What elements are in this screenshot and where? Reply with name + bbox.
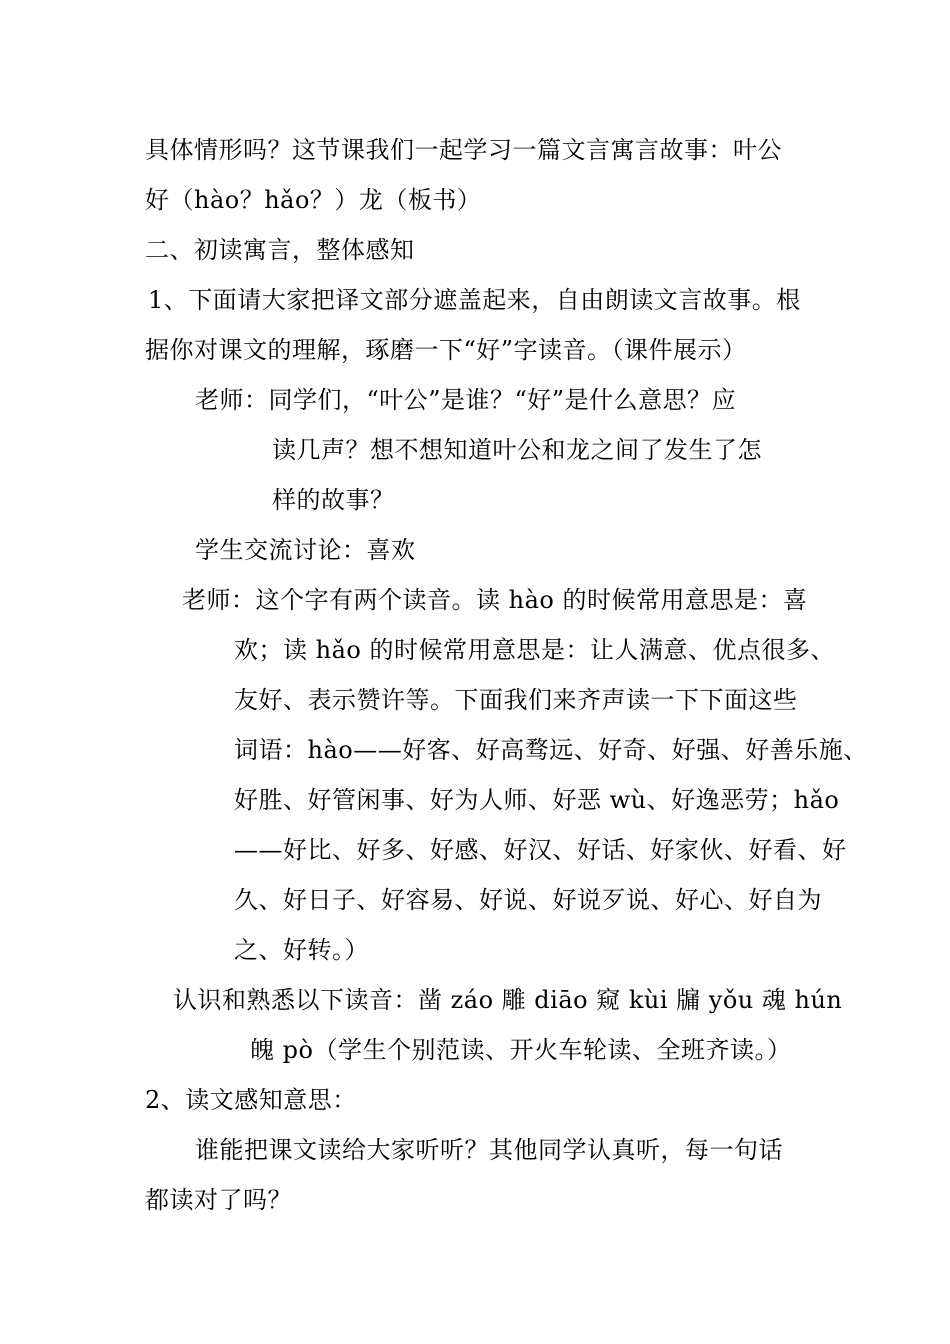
text-line: 词语：hào——好客、好高骛远、好奇、好强、好善乐施、 — [234, 736, 868, 764]
text-line: 久、好日子、好容易、好说、好说歹说、好心、好自为 — [234, 886, 822, 914]
text-line: 魄 pò（学生个别范读、开火车轮读、全班齐读。） — [250, 1036, 792, 1064]
text-line: 具体情形吗？这节课我们一起学习一篇文言寓言故事：叶公 — [145, 136, 782, 164]
text-line: 好（hào？hǎo？）龙（板书） — [145, 186, 482, 214]
section-heading: 二、初读寓言，整体感知 — [145, 236, 415, 264]
text-line: 欢；读 hǎo 的时候常用意思是：让人满意、优点很多、 — [234, 636, 835, 664]
text-line: 谁能把课文读给大家听听？其他同学认真听，每一句话 — [195, 1136, 783, 1164]
text-line: 学生交流讨论：喜欢 — [195, 536, 416, 564]
text-line: ——好比、好多、好感、好汉、好话、好家伙、好看、好 — [234, 836, 847, 864]
text-line: 1、下面请大家把译文部分遮盖起来，自由朗读文言故事。根 — [148, 286, 801, 314]
text-line: 据你对课文的理解，琢磨一下“好”字读音。（课件展示） — [145, 336, 747, 364]
text-line: 好胜、好管闲事、好为人师、好恶 wù、好逸恶劳；hǎo — [234, 786, 840, 814]
text-line: 之、好转。） — [234, 936, 369, 964]
text-line: 都读对了吗？ — [145, 1186, 292, 1214]
text-line: 老师：同学们，“叶公”是谁？“好”是什么意思？应 — [195, 386, 737, 414]
text-line: 读几声？想不想知道叶公和龙之间了发生了怎 — [272, 436, 762, 464]
text-line: 老师：这个字有两个读音。读 hào 的时候常用意思是：喜 — [182, 586, 808, 614]
section-heading: 2、读文感知意思： — [145, 1086, 357, 1114]
text-line: 样的故事？ — [272, 486, 395, 514]
text-line: 友好、表示赞许等。下面我们来齐声读一下下面这些 — [234, 686, 798, 714]
text-line: 认识和熟悉以下读音：凿 záo 雕 diāo 窥 kùi 牖 yǒu 魂 hún — [173, 986, 843, 1014]
